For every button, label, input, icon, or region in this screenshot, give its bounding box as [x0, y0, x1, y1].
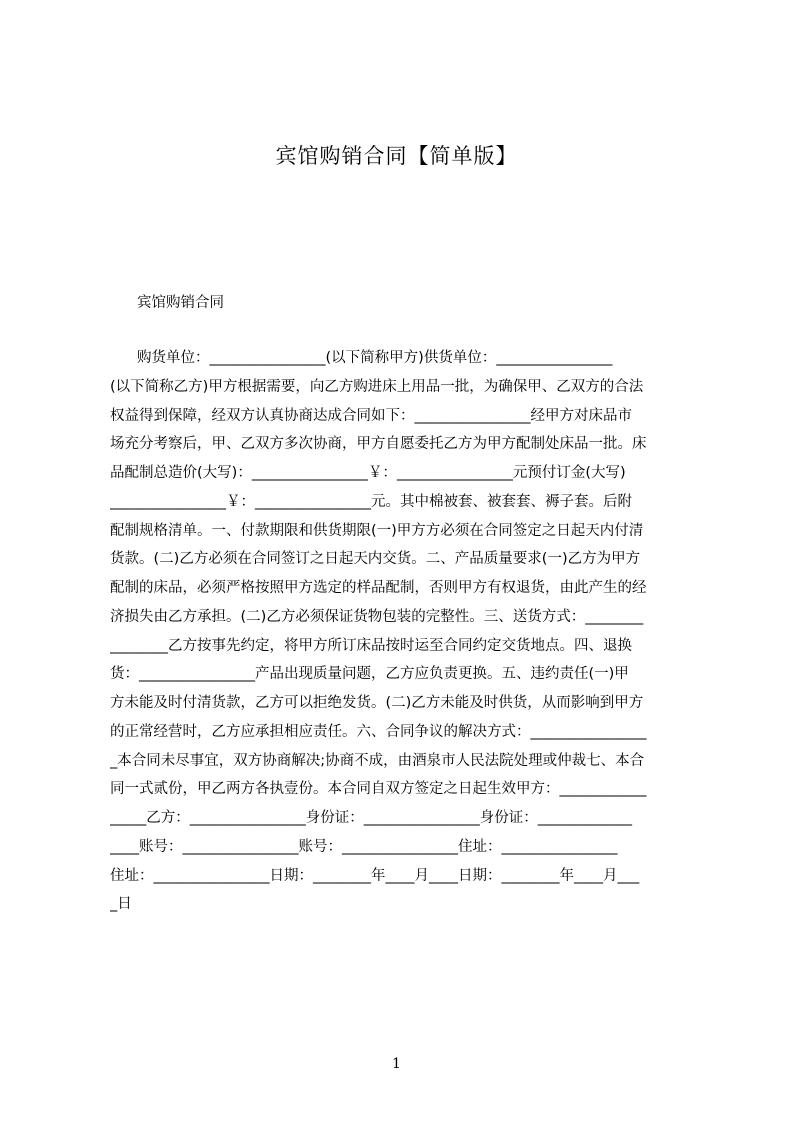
body-line: 方未能及时付清货款，乙方可以拒绝发货。(二)乙方未能及时供货，从而影响到甲方	[110, 695, 644, 711]
document-title: 宾馆购销合同【简单版】	[275, 144, 518, 168]
body-line: 场充分考察后，甲、乙双方多次协商，甲方自愿委托乙方为甲方配制处床品一批。床	[110, 436, 647, 453]
body-line: 同一式贰份，甲乙两方各执壹份。本合同自双方签定之日起生效甲方：____________	[110, 781, 647, 798]
body-line: _____乙方：________________身份证：________________身份证：_____________	[110, 810, 632, 826]
body-line: _日	[110, 896, 132, 913]
contract-body	[110, 344, 700, 919]
body-line: 购货单位：________________(以下简称甲方)供货单位：________________	[137, 350, 613, 366]
body-line: ________________￥：________________元。其中棉被套、被套套、褥子套。后附	[110, 493, 632, 510]
body-line: ____账号：________________账号：________________住址：________________	[110, 838, 618, 855]
body-line: 济损失由乙方承担。(二)乙方必须保证货物包装的完整性。三、送货方式：________	[110, 608, 644, 625]
body-line: 权益得到保障，经双方认真协商达成合同如下：________________经甲方对床品市	[110, 407, 632, 424]
body-line: 货款。(二)乙方必须在合同签订之日起天内交货。二、产品质量要求(一)乙方为甲方	[110, 551, 641, 568]
body-line: 品配制总造价(大写)：________________￥：________________元预付订金(大写)	[110, 465, 626, 481]
body-line: _本合同未尽事宜，双方协商解决;协商不成，由酒泉市人民法院处理或仲裁七、本合	[110, 752, 645, 769]
contract-subtitle: 宾馆购销合同	[137, 295, 224, 311]
body-line: (以下简称乙方)甲方根据需要，向乙方购进床上用品一批，为确保甲、乙双方的合法	[110, 378, 644, 395]
body-line: 配制的床品，必须严格按照甲方选定的样品配制，否则甲方有权退货，由此产生的经	[110, 580, 647, 596]
body-line: ________乙方按事先约定，将甲方所订床品按时运至合同约定交货地点。四、退换	[110, 637, 632, 654]
body-line: 货：________________产品出现质量问题，乙方应负责更换。五、违约责任(一)甲	[110, 666, 629, 683]
body-line: 的正常经营时，乙方应承担相应责任。六、合同争议的解决方式：________________	[110, 723, 647, 740]
page-number: 1	[392, 1056, 401, 1072]
body-line: 配制规格清单。一、付款期限和供货期限(一)甲方方必须在合同签定之日起天内付清	[110, 522, 644, 539]
body-line: 住址：________________日期：________年____月____日期：________年____月___	[110, 867, 640, 884]
